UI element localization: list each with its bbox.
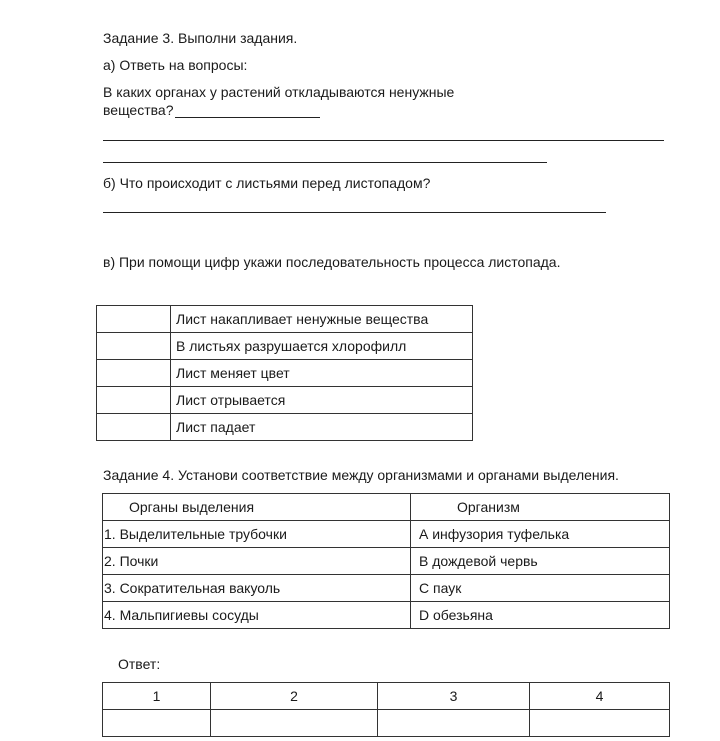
task4-number: Задание 4. [103,467,175,483]
answer-line-b[interactable] [103,212,606,213]
task3-question-a-line2: вещества? [103,102,174,118]
answer-cell-2[interactable] [211,710,378,737]
sequence-number-cell[interactable] [97,333,171,360]
table-row [103,602,670,629]
task3-question-b: б) Что происходит с листьями перед листопадом? [103,175,431,191]
task3-title-text: Выполни задания. [174,30,298,46]
answer-header-1: 1 [103,683,211,710]
sequence-step: Лист меняет цвет [171,360,473,387]
table-row [97,306,473,333]
task3-part-a-label: а) Ответь на вопросы: [103,57,248,73]
sequence-number-cell[interactable] [97,306,171,333]
table-row [97,387,473,414]
organism-cell: В дождевой червь [411,548,670,575]
sequence-step: Лист накапливает ненужные вещества [171,306,473,333]
table-row [103,521,670,548]
task3-title [103,30,297,46]
task3-number: Задание 3. [103,30,175,46]
answer-cell-4[interactable] [530,710,670,737]
sequence-number-cell[interactable] [97,360,171,387]
organ-cell: 3. Сократительная вакуоль [103,575,411,602]
organism-cell: С паук [411,575,670,602]
answer-cell-3[interactable] [378,710,530,737]
column-header-organs: Органы выделения [103,494,411,521]
sequence-table [96,305,473,441]
organ-cell: 4. Мальпигиевы сосуды [103,602,411,629]
task3-question-a-line1: В каких органах у растений откладываются ненужные [103,84,455,100]
sequence-step: Лист отрывается [171,387,473,414]
answer-header-row [103,683,670,710]
task4-title-text: Установи соответствие между организмами и органами выделения. [174,467,619,483]
table-header-row [103,494,670,521]
answer-label: Ответ: [118,656,161,672]
answer-cell-1[interactable] [103,710,211,737]
column-header-organism: Организм [411,494,670,521]
sequence-step: Лист падает [171,414,473,441]
answer-line-a-inline[interactable] [175,117,320,118]
answer-header-2: 2 [211,683,378,710]
answer-header-4: 4 [530,683,670,710]
answer-input-row [103,710,670,737]
sequence-step: В листьях разрушается хлорофилл [171,333,473,360]
answer-line-a-2[interactable] [103,162,547,163]
answer-table [102,682,670,737]
organism-cell: D обезьяна [411,602,670,629]
organism-cell: А инфузория туфелька [411,521,670,548]
task4-title [103,467,619,483]
table-row [97,360,473,387]
organ-cell: 1. Выделительные трубочки [103,521,411,548]
organ-cell: 2. Почки [103,548,411,575]
task3-question-c: в) При помощи цифр укажи последовательность процесса листопада. [103,254,561,270]
table-row [97,333,473,360]
sequence-number-cell[interactable] [97,387,171,414]
matching-table [102,493,670,629]
table-row [103,548,670,575]
sequence-number-cell[interactable] [97,414,171,441]
answer-header-3: 3 [378,683,530,710]
table-row [103,575,670,602]
answer-line-a-1[interactable] [103,140,664,141]
table-row [97,414,473,441]
